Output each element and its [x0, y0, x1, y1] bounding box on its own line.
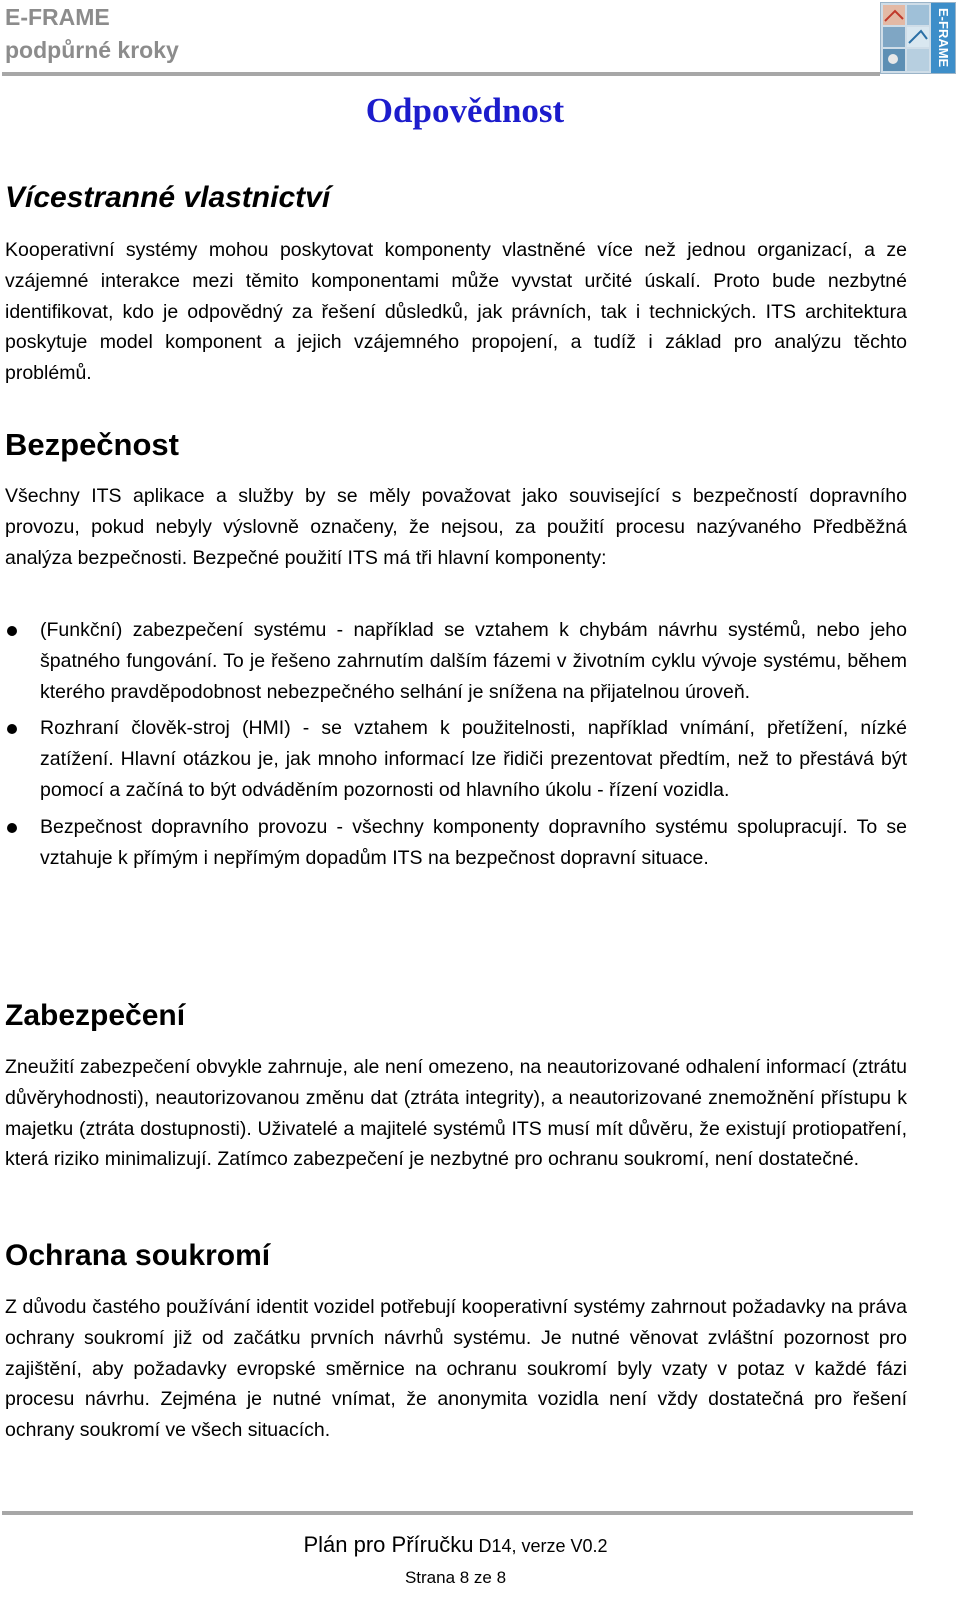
e-frame-logo	[880, 2, 956, 74]
section-paragraph-privacy: Z důvodu častého používání identit vozidel potřebují kooperativní systémy zahrnout požadavky na práva ochrany soukromí již od začátku prvních návrhů systému. Je nutné věnovat zvláštní pozornost pro zajištění, aby požadavky evropské směrnice na ochranu soukromí byly vzaty v potaz v každé fázi procesu návrhu. Zejména je nutné vnímat, že anonymita vozidla není vždy dostatečná pro řešení ochrany soukromí ve všech situacích.	[5, 1296, 907, 1442]
section-paragraph-safety: Všechny ITS aplikace a služby by se měly považovat jako související s bezpečností dopravního provozu, pokud nebyly výslovně označeny, že nejsou, za použití procesu nazývaného Předběžná analýza bezpečnosti. Bezpečné použití ITS má tři hlavní komponenty:	[5, 485, 907, 569]
list-item-text: (Funkční) zabezpečení systému - například se vztahem k chybám návrhu systémů, nebo jeho špatného fungování. To je řešeno zahrnutím dalším fázemi v životním cyklu vývoje systému, během kterého pravděpodobnost nebezpečného selhání je snížena na přijatelnou úroveň.	[40, 619, 907, 703]
footer-doc-name: Plán pro Příručku	[303, 1532, 474, 1557]
section-heading-safety: Bezpečnost	[5, 427, 179, 462]
list-item	[0, 713, 907, 805]
bullet-icon	[7, 823, 17, 833]
page-header	[0, 0, 960, 80]
footer-doc-version: D14, verze V0.2	[473, 1536, 608, 1556]
header-divider	[2, 72, 880, 76]
footer-page-number: Strana 8 ze 8	[404, 1568, 507, 1587]
list-item	[0, 812, 907, 874]
list-item	[0, 615, 907, 707]
section-paragraph-security: Zneužití zabezpečení obvykle zahrnuje, ale není omezeno, na neautorizované odhalení informací (ztrátu důvěryhodnosti), neautorizovanou změnu dat (ztráta integrity), a neautorizované znemožnění přístupu k majetku (ztráta dostupnosti). Uživatelé a majitelé systémů ITS musí mít důvěru, že existují protiopatření, která riziko minimalizují. Zatímco zabezpečení je nezbytné pro ochranu soukromí, není dostatečné.	[5, 1056, 907, 1171]
footer-divider	[2, 1511, 913, 1515]
header-subtitle: podpůrné kroky	[5, 37, 179, 63]
section-heading-security: Zabezpečení	[5, 999, 186, 1032]
list-item-text: Bezpečnost dopravního provozu - všechny komponenty dopravního systému spolupracují. To se vztahuje k přímým i nepřímým dopadům ITS na bezpečnost dopravní situace.	[40, 815, 907, 869]
header-title: E-FRAME	[5, 4, 110, 30]
bullet-icon	[7, 724, 17, 734]
section-heading-privacy: Ochrana soukromí	[5, 1239, 271, 1272]
footer-document-name	[0, 1531, 911, 1562]
document-title: Odpovědnost	[365, 91, 565, 130]
logo-text: E-FRAME	[936, 8, 951, 68]
section-paragraph-ownership: Kooperativní systémy mohou poskytovat komponenty vlastněné více než jednou organizací, a ze vzájemné interakce mezi těmito komponentami může vyvstat určité úskalí. Proto bude nezbytné identifikovat, kdo je odpovědný za řešení důsledků, jak právních, tak i technických. ITS architektura poskytuje model komponent a jejich vzájemného propojení, a tudíž i základ pro analýzu těchto problémů.	[5, 239, 907, 385]
safety-components-list	[0, 615, 910, 879]
list-item-text: Rozhraní člověk-stroj (HMI) - se vztahem k použitelnosti, například vnímání, přetížení, nízké zatížení. Hlavní otázkou je, jak mnoho informací lze řidiči prezentovat předtím, než to přestává být pomocí a začíná to být odváděním pozornosti od hlavního úkolu - řízení vozidla.	[40, 717, 907, 801]
bullet-icon	[7, 626, 17, 636]
section-heading-ownership: Vícestranné vlastnictví	[5, 181, 331, 214]
